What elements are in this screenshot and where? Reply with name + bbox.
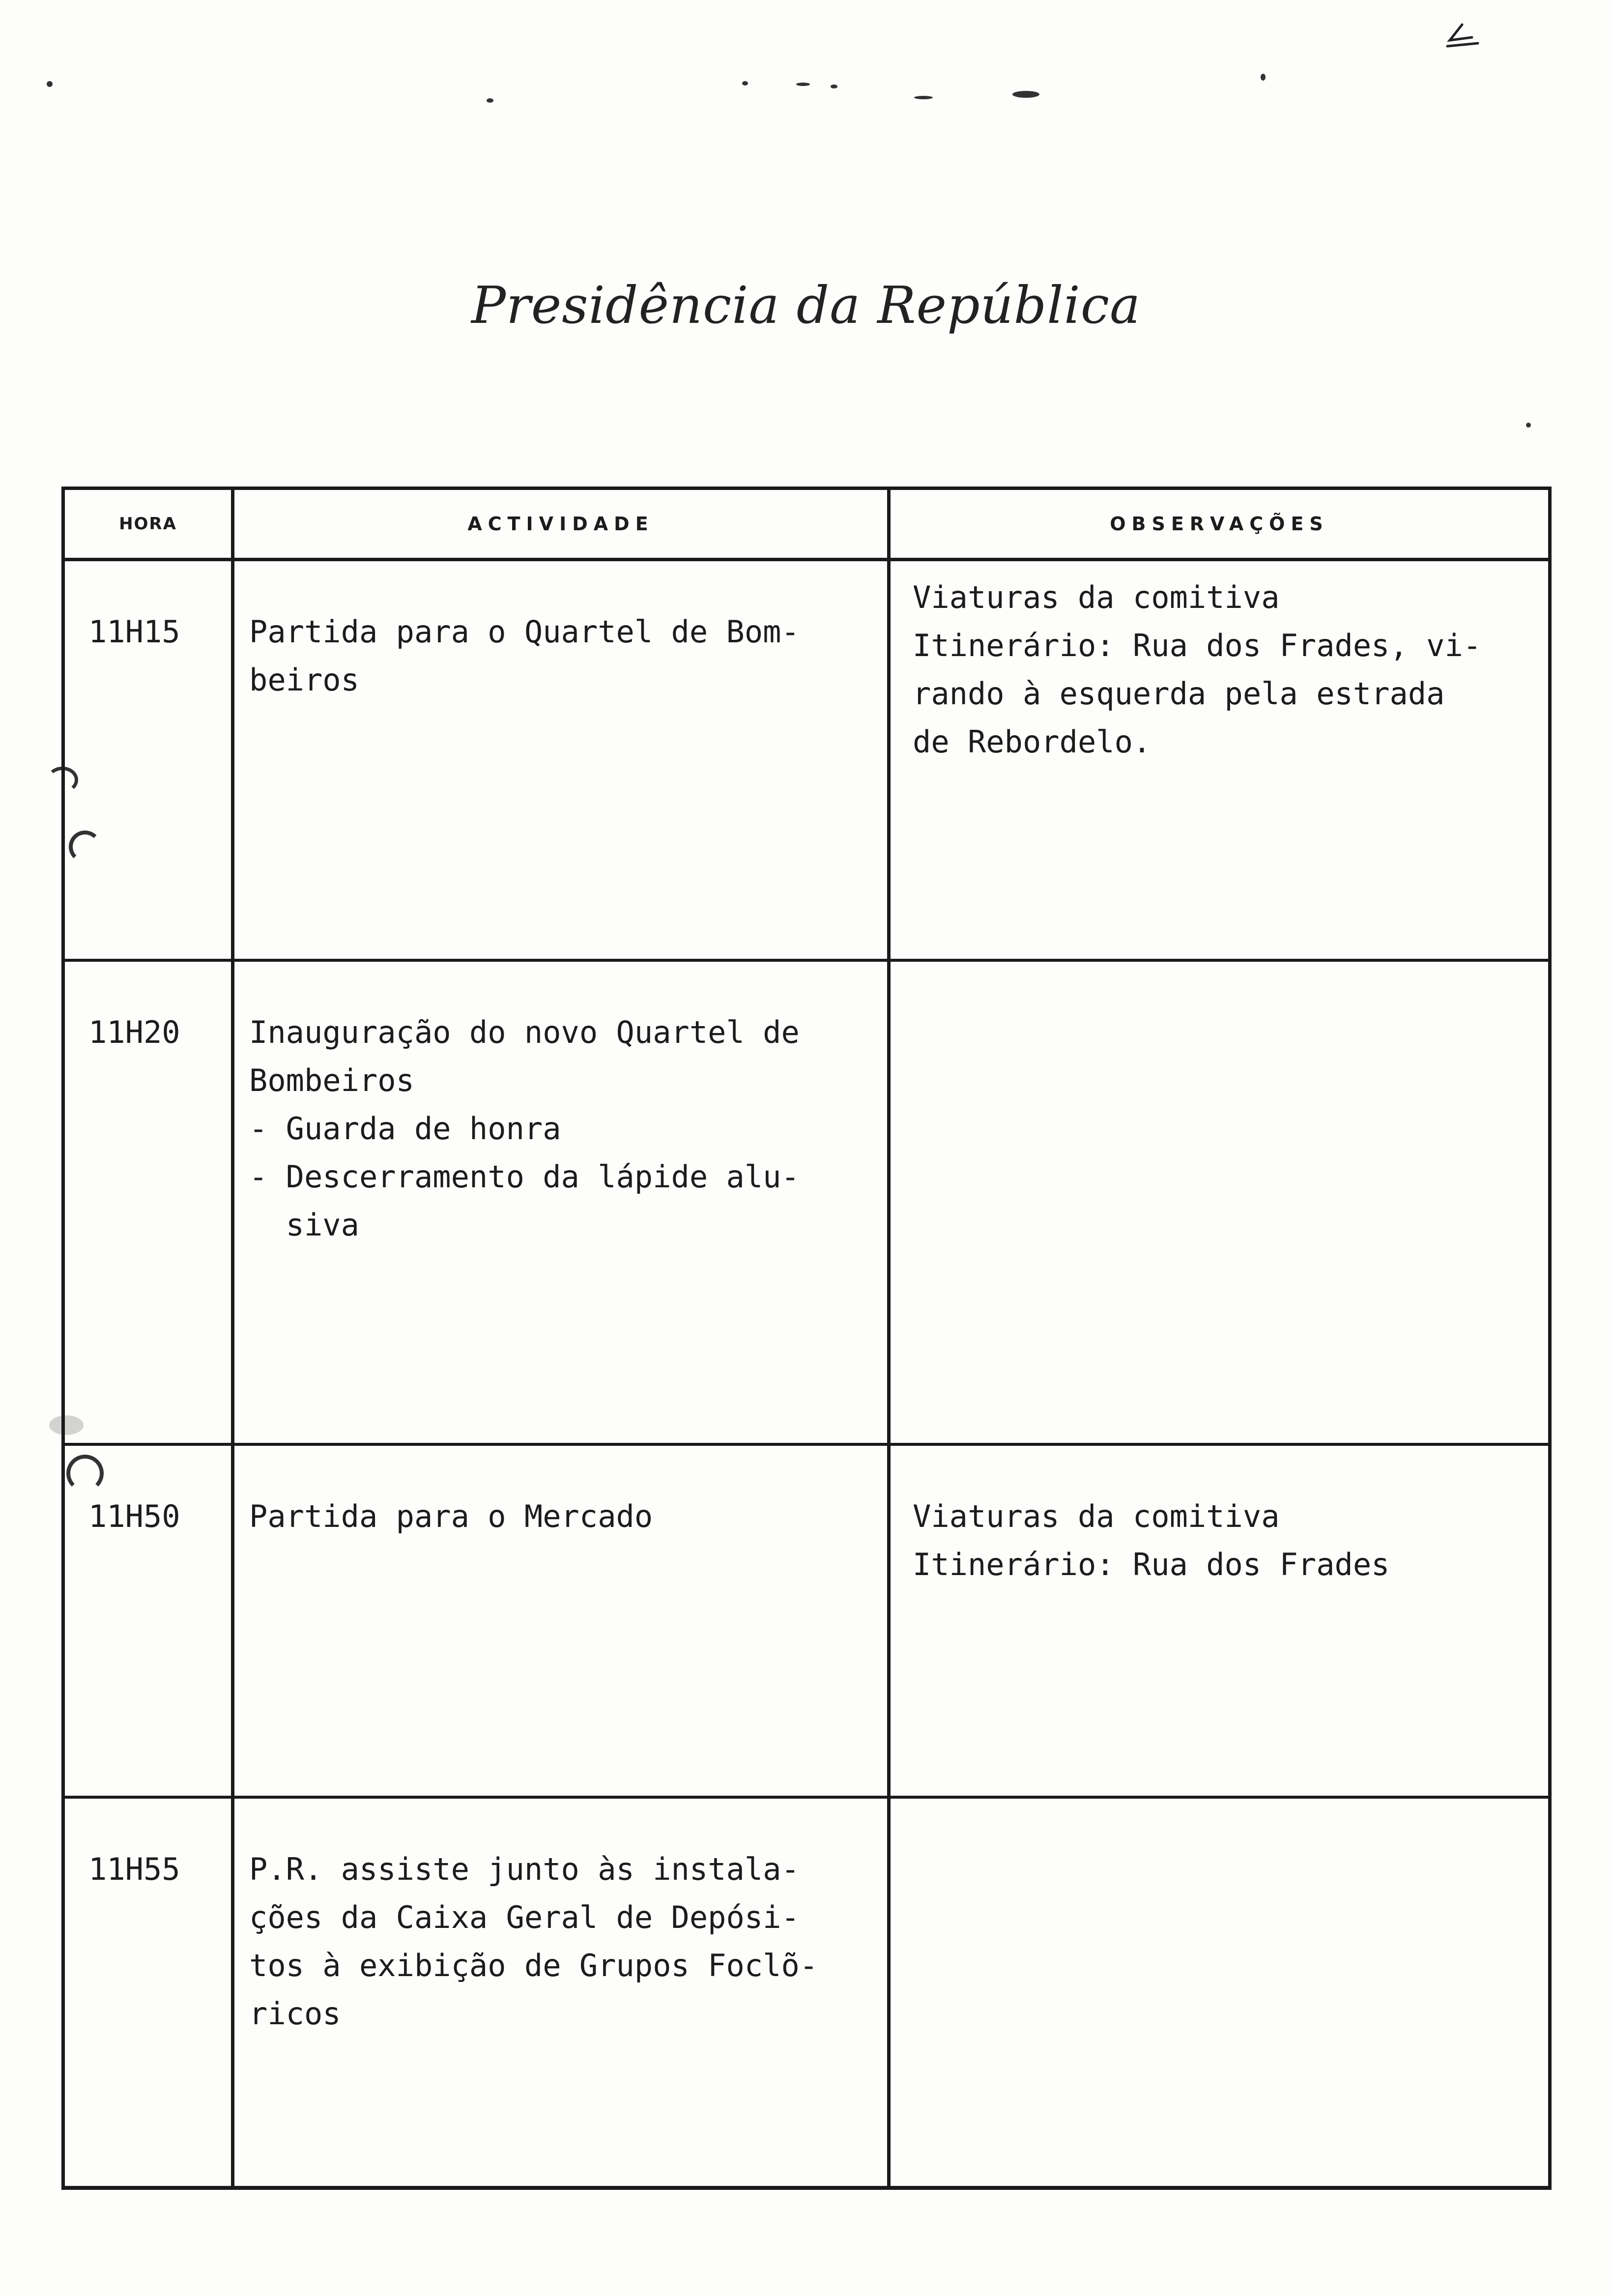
- scan-speck: [1526, 423, 1531, 428]
- actividade-cell: P.R. assiste junto às instala- ções da Caixa Geral de Depósi- tos à exibição de Grupos Foclõ- ricos: [249, 1851, 818, 2032]
- hora-cell: 11H20: [88, 1014, 180, 1050]
- scan-speck: [796, 83, 810, 86]
- actividade-cell: Partida para o Quartel de Bom- beiros: [249, 614, 800, 698]
- scan-speck: [487, 98, 493, 103]
- column-header-observacoes: OBSERVAÇÕES: [889, 488, 1550, 560]
- table-row: [63, 960, 1550, 1444]
- hora-cell: 11H55: [88, 1851, 180, 1887]
- handwritten-page-mark: [1442, 21, 1482, 50]
- column-header-actividade: ACTIVIDADE: [233, 488, 889, 560]
- observacoes-cell: [891, 962, 1548, 1008]
- page-title: Presidência da República: [471, 275, 1141, 335]
- actividade-cell: Inauguração do novo Quartel de Bombeiros - Guarda de honra - Descerramento da lápide alu- siva: [249, 1014, 800, 1243]
- actividade-cell: Partida para o Mercado: [249, 1498, 653, 1534]
- observacoes-cell: Viaturas da comitiva Itinerário: Rua dos Frades, vi- rando à esquerda pela estrada de Rebordelo.: [913, 579, 1482, 760]
- scan-speck: [831, 85, 837, 88]
- observacoes-cell: Viaturas da comitiva Itinerário: Rua dos Frades: [913, 1498, 1390, 1582]
- observacoes-cell: [891, 1799, 1548, 1845]
- table-header-row: [63, 488, 1550, 560]
- scan-speck: [1261, 74, 1266, 81]
- table-row: [63, 560, 1550, 960]
- scan-speck: [47, 81, 53, 87]
- scan-speck: [914, 96, 933, 99]
- column-header-hora: HORA: [63, 488, 233, 560]
- hora-cell: 11H15: [88, 614, 180, 650]
- table-row: [63, 1797, 1550, 2188]
- hora-cell: 11H50: [88, 1498, 180, 1534]
- scan-speck: [1012, 91, 1039, 98]
- schedule-table: [61, 487, 1552, 2190]
- table-row: [63, 1444, 1550, 1797]
- scan-speck: [742, 81, 748, 86]
